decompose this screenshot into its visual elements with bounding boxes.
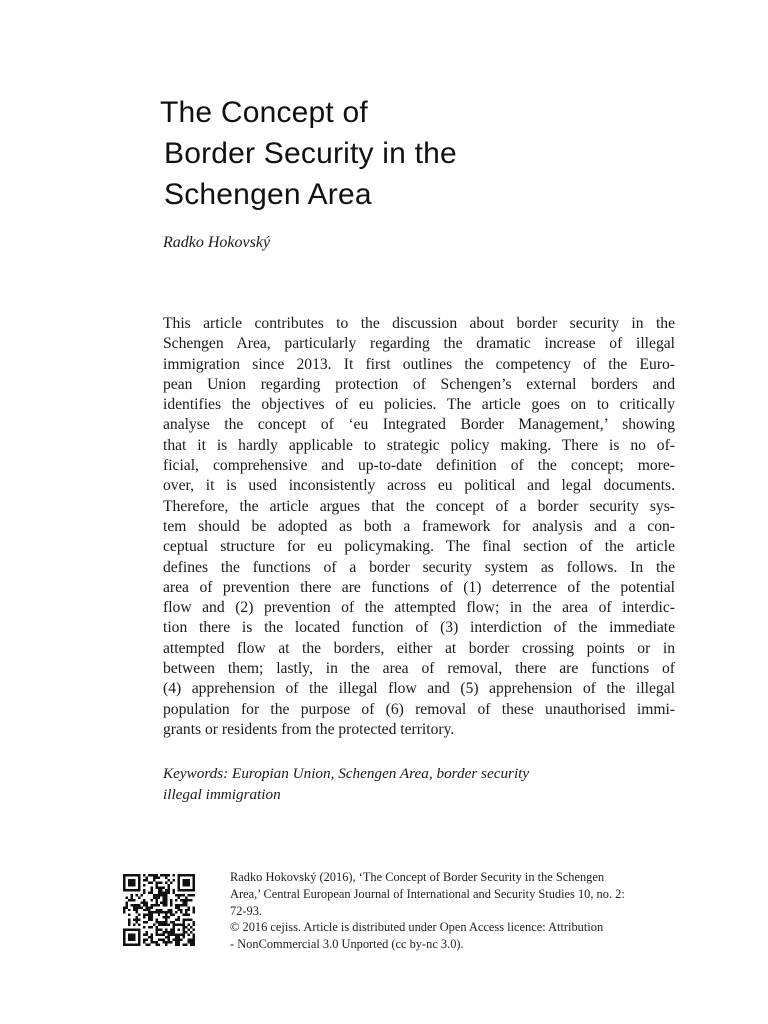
citation-line: 72-93. (230, 903, 263, 918)
abstract-line: that it is hardly applicable to strategic policy making. There is no of- (163, 436, 675, 454)
abstract-line: attempted flow at the borders, either at border crossing points or in (163, 639, 675, 657)
abstract-line: grants or residents from the protected territory. (163, 720, 455, 738)
abstract-line: ficial, comprehensive and up-to-date definition of the concept; more- (163, 457, 675, 475)
citation-line: © 2016 cejiss. Article is distributed under Open Access licence: Attribution (230, 920, 604, 935)
abstract-line: between them; lastly, in the area of removal, there are functions of (163, 660, 675, 678)
abstract-line: Schengen Area, particularly regarding the dramatic increase of illegal (163, 335, 675, 353)
citation (230, 869, 670, 953)
citation-line: - NonCommercial 3.0 Unported (cc by-nc 3.0). (230, 937, 464, 952)
abstract-line: Therefore, the article argues that the concept of a border security sys- (163, 497, 675, 515)
abstract-line: pean Union regarding protection of Schengen’s external borders and (163, 375, 675, 393)
abstract-line: area of prevention there are functions of (1) deterrence of the potential (163, 578, 675, 596)
keywords-line: Keywords: Europian Union, Schengen Area, border security (163, 765, 530, 782)
citation-line: Area,’ Central European Journal of International and Security Studies 10, no. 2: (230, 886, 625, 901)
article-title-line: Border Security in the (164, 137, 457, 170)
keywords (163, 763, 663, 805)
abstract-line: population for the purpose of (6) removal of these unauthorised immi- (163, 700, 675, 718)
abstract-line: immigration since 2013. It first outlines the competency of the Euro- (163, 355, 675, 373)
keywords-line: illegal immigration (163, 786, 281, 803)
abstract-line: ceptual structure for eu policymaking. The final section of the article (163, 538, 675, 556)
abstract-line: defines the functions of a border security system as follows. In the (163, 558, 675, 576)
abstract-line: This article contributes to the discussion about border security in the (163, 315, 675, 332)
abstract-line: tion there is the located function of (3) interdiction of the immediate (163, 619, 675, 637)
abstract-line: over, it is used inconsistently across eu political and legal documents. (163, 477, 675, 495)
article-title (160, 92, 630, 215)
qr-code-icon (123, 874, 195, 946)
author-name: Radko Hokovský (163, 234, 271, 251)
article-title-line: The Concept of (160, 96, 368, 129)
abstract (163, 314, 675, 740)
article-title-line: Schengen Area (164, 178, 372, 211)
abstract-line: flow and (2) prevention of the attempted flow; in the area of interdic- (163, 599, 675, 617)
abstract-line: identifies the objectives of eu policies. The article goes on to critically (163, 396, 675, 414)
abstract-line: tem should be adopted as both a framework for analysis and a con- (163, 517, 675, 535)
abstract-line: analyse the concept of ‘eu Integrated Border Management,’ showing (163, 416, 675, 434)
citation-line: Radko Hokovský (2016), ‘The Concept of Border Security in the Schengen (230, 870, 605, 884)
abstract-line: (4) apprehension of the illegal flow and (5) apprehension of the illegal (163, 680, 675, 698)
